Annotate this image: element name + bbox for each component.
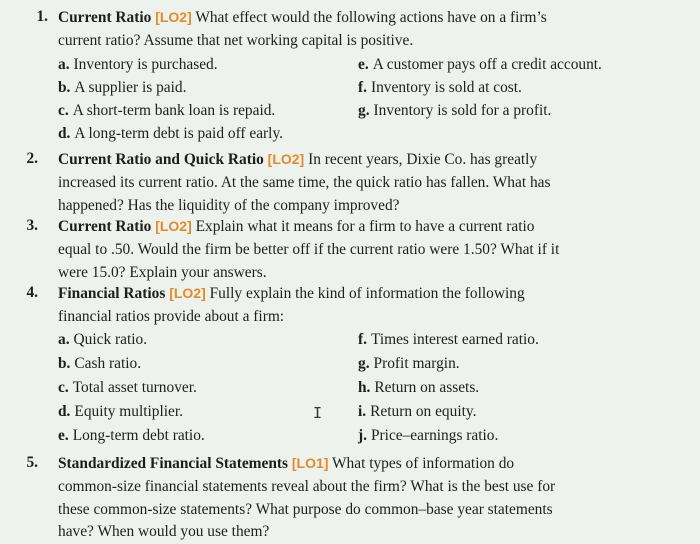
list-item: j. Price–earnings ratio. xyxy=(358,427,499,444)
question-number: 5. xyxy=(26,454,38,471)
list-item: f. Times interest earned ratio. xyxy=(358,331,539,348)
list-item: c. Total asset turnover. xyxy=(58,379,197,396)
question-text-line: Fully explain the kind of information the following xyxy=(209,285,525,302)
list-item: g. Inventory is sold for a profit. xyxy=(358,102,552,119)
list-item: d. Equity multiplier. xyxy=(58,403,184,420)
list-item: e. A customer pays off a credit account. xyxy=(358,56,602,73)
question-title: Current Ratio xyxy=(58,218,152,235)
question-title: Current Ratio and Quick Ratio xyxy=(58,151,264,168)
learning-objective-tag: [LO2] xyxy=(155,9,192,25)
question-text-line: common-size financial statements reveal about the firm? What is the best use for xyxy=(58,477,556,495)
question-title: Standardized Financial Statements xyxy=(58,455,289,472)
list-item: e. Long-term debt ratio. xyxy=(58,427,205,444)
question-title: Financial Ratios xyxy=(58,285,166,302)
question-text-line: In recent years, Dixie Co. has greatly xyxy=(308,151,538,168)
question-text-line: What types of information do xyxy=(332,455,515,472)
question-text-line: have? When would you use them? xyxy=(58,523,270,541)
question-number: 4. xyxy=(26,284,38,301)
question-text-line: were 15.0? Explain your answers. xyxy=(58,263,267,281)
question-text-line: What effect would the following actions have on a firm’s xyxy=(195,9,547,26)
question-text-line: happened? Has the liquidity of the company improved? xyxy=(58,196,400,214)
list-item: d. A long-term debt is paid off early. xyxy=(58,125,283,142)
question-number: 2. xyxy=(26,150,38,167)
list-item: f. Inventory is sold at cost. xyxy=(358,79,522,96)
list-item: b. Cash ratio. xyxy=(58,355,142,372)
text-cursor-icon: I xyxy=(313,404,323,422)
question-number: 1. xyxy=(36,8,48,25)
learning-objective-tag: [LO2] xyxy=(267,151,305,167)
list-item: c. A short-term bank loan is repaid. xyxy=(58,102,276,119)
learning-objective-tag: [LO2] xyxy=(169,285,206,301)
question-number: 3. xyxy=(26,217,38,234)
list-item: h. Return on assets. xyxy=(358,379,480,396)
list-item: i. Return on equity. xyxy=(358,403,477,420)
list-item: a. Quick ratio. xyxy=(58,331,148,348)
learning-objective-tag: [LO2] xyxy=(155,218,192,234)
question-title: Current Ratio xyxy=(58,9,152,26)
question-text-line: current ratio? Assume that net working capital is positive. xyxy=(58,31,414,49)
list-item: g. Profit margin. xyxy=(358,355,460,372)
question-text-line: financial ratios provide about a firm: xyxy=(58,307,285,325)
learning-objective-tag: [LO1] xyxy=(291,455,329,471)
question-text-line: these common-size statements? What purpose do common–base year statements xyxy=(58,500,553,518)
question-text-line: increased its current ratio. At the same time, the quick ratio has fallen. What has xyxy=(58,173,551,191)
question-text-line: Explain what it means for a firm to have a current ratio xyxy=(195,218,535,235)
list-item: a. Inventory is purchased. xyxy=(58,56,218,73)
list-item: b. A supplier is paid. xyxy=(58,79,187,96)
question-text-line: equal to .50. Would the firm be better off if the current ratio were 1.50? What if it xyxy=(58,240,560,258)
